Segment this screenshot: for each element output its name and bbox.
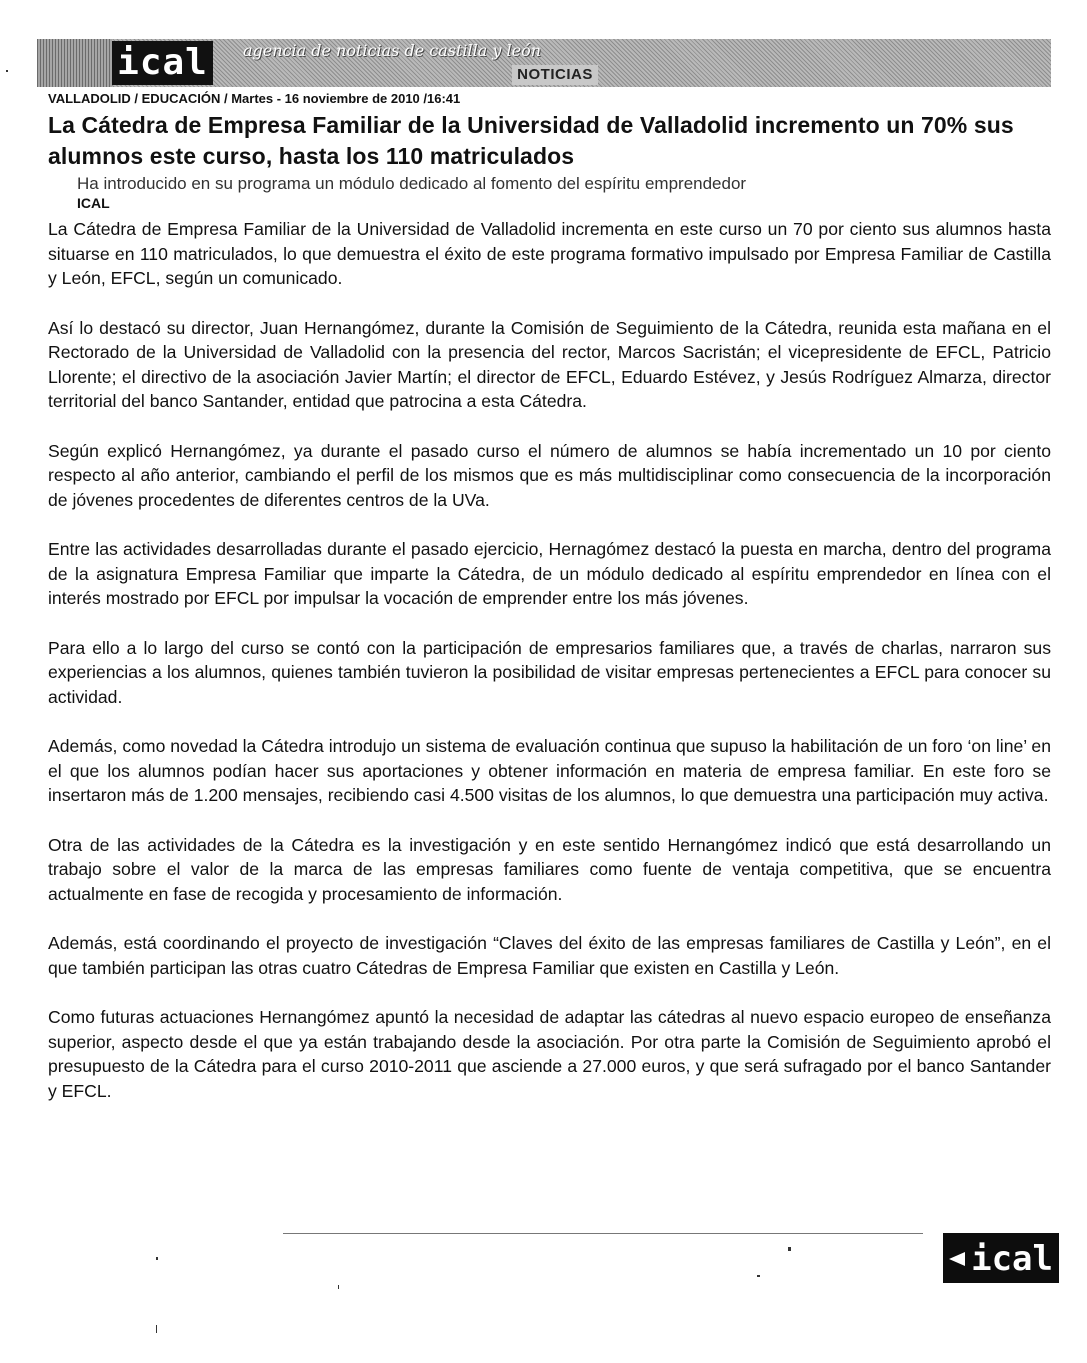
- footer-logo-text: ical: [971, 1239, 1053, 1279]
- subtitle: Ha introducido en su programa un módulo dedicado al fomento del espíritu emprendedor: [77, 174, 747, 193]
- scan-speck: [757, 1275, 760, 1277]
- scan-speck: [156, 1325, 157, 1333]
- article-body: [48, 217, 1051, 1128]
- scan-speck: [156, 1257, 158, 1260]
- masthead-texture: [37, 39, 112, 87]
- paragraph: Además, como novedad la Cátedra introdujo un sistema de evaluación continua que supuso la habilitación de un foro ‘on line’ en el que los alumnos podían hacer sus aportaciones y obtener información en materia de empresa familiar. En este foro se insertaron más de 1.200 mensajes, recibiendo casi 4.500 visitas de los alumnos, lo que demuestra una participación muy activa.: [48, 736, 1051, 805]
- paragraph: Como futuras actuaciones Hernangómez apuntó la necesidad de adaptar las cátedras al nuevo espacio europeo de enseñanza superior, aspecto desde el que ya están trabajando desde la asociación. Por otra parte la Comisión de Seguimiento aprobó el presupuesto de la Cátedra para el curso 2010-2011 que asciende a 27.000 euros, y que será sufragado por el banco Santander y EFCL.: [48, 1007, 1051, 1101]
- paragraph: Así lo destacó su director, Juan Hernangómez, durante la Comisión de Seguimiento de la Cátedra, reunida esta mañana en el Rectorado de la Universidad de Valladolid con la presencia del rector, Marcos Sacristán; el vicepresidente de EFCL, Patricio Llorente; el directivo de la asociación Javier Martín; el director de EFCL, Eduardo Estévez, y Jesús Rodríguez Almarza, director territorial del banco Santander, entidad que patrocina a esta Cátedra.: [48, 317, 1051, 411]
- headline: La Cátedra de Empresa Familiar de la Universidad de Valladolid incremento un 70% sus alumnos este curso, hasta los 110 matriculados: [48, 112, 1014, 169]
- dateline: VALLADOLID / EDUCACIÓN / Martes - 16 noviembre de 2010 /16:41: [48, 91, 461, 106]
- paragraph: Para ello a lo largo del curso se contó con la participación de empresarios familiares que, a través de charlas, narraron sus experiencias a los alumnos, quienes también tuvieron la posibilidad de visitar empresas pertenecientes a EFCL para conocer su actividad.: [48, 637, 1051, 707]
- byline: ICAL: [77, 195, 110, 211]
- paragraph: Entre las actividades desarrolladas durante el pasado ejercicio, Hernagómez destacó la puesta en marcha, dentro del programa de la asignatura Empresa Familiar que imparte la Cátedra, de un módulo dedicado al espíritu emprendedor en línea con el interés mostrado por EFCL por impulsar la vocación de emprender entre los más jóvenes.: [48, 539, 1051, 608]
- agency-tagline: agencia de noticias de castilla y león: [243, 41, 542, 60]
- arrow-icon: [949, 1252, 965, 1266]
- paragraph: Además, está coordinando el proyecto de investigación “Claves del éxito de las empresas familiares de Castilla y León”, en el que también participan las otras cuatro Cátedras de Empresa Familiar que existen en Castilla y León.: [48, 933, 1051, 978]
- ical-logo: ical: [112, 41, 213, 85]
- footer-logo: [943, 1233, 1059, 1283]
- scan-speck: [6, 70, 8, 72]
- paragraph: Otra de las actividades de la Cátedra es la investigación y en este sentido Hernangómez indicó que está desarrollando un trabajo sobre el valor de la marca de las empresas familiares como fuente de ventaja competitiva, que se encuentra actualmente en fase de recogida y procesamiento de información.: [48, 834, 1051, 904]
- paragraph: Según explicó Hernangómez, ya durante el pasado curso el número de alumnos se había incrementado un 10 por ciento respecto al año anterior, cambiando el perfil de los mismos que es más multidisciplinar como consecuencia de la incorporación de jóvenes procedentes de diferentes centros de la UVa.: [48, 440, 1051, 510]
- section-label: NOTICIAS: [512, 65, 598, 85]
- scan-speck: [788, 1247, 791, 1251]
- footer-divider: [283, 1233, 923, 1234]
- paragraph: La Cátedra de Empresa Familiar de la Universidad de Valladolid incrementa en este curso un 70 por ciento sus alumnos hasta situarse en 110 matriculados, lo que demuestra el éxito de este programa formativo impulsado por Empresa Familiar de Castilla y León, EFCL, según un comunicado.: [48, 219, 1051, 288]
- scan-speck: [338, 1285, 339, 1289]
- masthead-banner: [37, 39, 1051, 87]
